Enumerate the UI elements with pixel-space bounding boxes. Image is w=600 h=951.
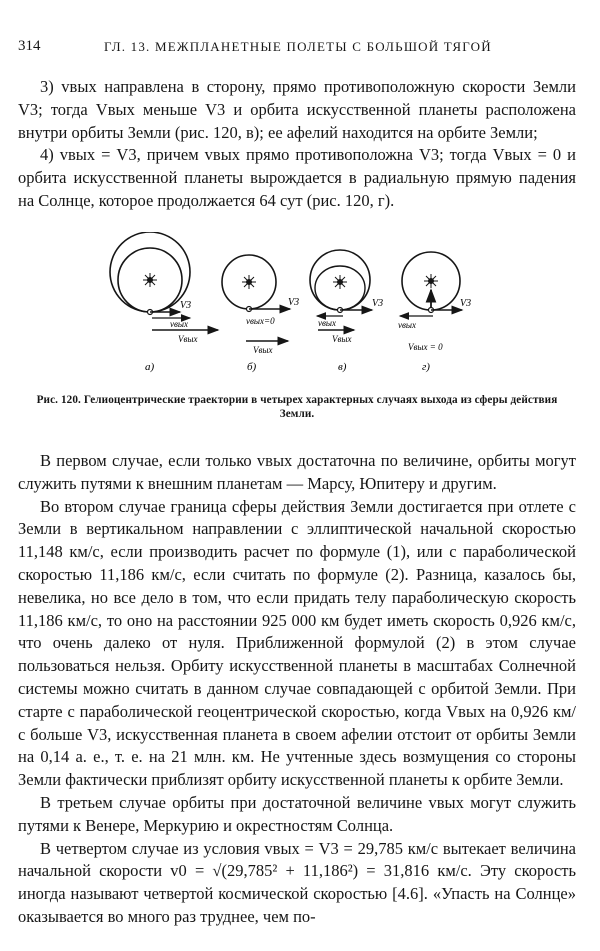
panel-b <box>222 255 299 373</box>
panel-c <box>310 250 383 373</box>
panel-label: а) <box>145 361 155 373</box>
paragraph-second-case: Во втором случае граница сферы действия Земли достигается при отлете с Земли в вертикальном направлении с эллиптической начальной скоростью 11,148 км/с, если производить расчет по формуле (1), или с параболической скоростью 11,186 км/с, если считать по формуле (2). Разница, казалось бы, невелика, но все дело в том, что если придать телу параболическую скорость 11,186 км/с, то оно на расстоянии 925 000 км будет иметь скорость 0,926 км/с, что очень далеко от нуля. Приближенной формулой (2) в этом случае пользоваться нельзя. Орбиту искусственной планеты в масштабах Солнечной системы можно считать в данном случае совпадающей с орбитой Земли. При старте с параболической геоцентрической скоростью, когда Vвых на 0,926 км/с больше V3, искусственная планета в своем афелии отстоит от орбиты Земли на 0,14 а. е., т. е. на 21 млн. км. Не учтенные здесь возмущения со стороны Земли фактически приблизят орбиту искусственной планеты к орбите Земли. <box>18 496 576 790</box>
paragraph-first-case: В первом случае, если только vвых достаточна по величине, орбиты могут служить путями к внешним планетам — Марсу, Юпитеру и другим. <box>18 451 576 493</box>
paragraph-case-4: 4) vвых = V3, причем vвых прямо противоположна V3; тогда Vвых = 0 и орбита искусственной планеты вырождается в радиальную прямую падения на Солнце, которое продолжается 64 сут (рис. 120, г). <box>18 145 576 210</box>
paragraph-third-case: В третьем случае орбиты при достаточной величине vвых могут служить путями к Венере, Меркурию и окрестностям Солнца. <box>18 792 576 835</box>
page-number: 314 <box>18 38 41 54</box>
running-title: ГЛ. 13. МЕЖПЛАНЕТНЫЕ ПОЛЕТЫ С БОЛЬШОЙ ТЯГОЙ <box>104 39 492 54</box>
label-v3: V3 <box>460 298 472 309</box>
label-v-out: Vвых = 0 <box>408 342 443 352</box>
label-v-out: Vвых <box>178 334 198 344</box>
transfer-orbit <box>110 232 190 312</box>
label-v-out: Vвых <box>332 334 352 344</box>
body-text <box>18 450 576 929</box>
label-v-exit: vвых <box>170 319 188 329</box>
label-v3: V3 <box>288 297 300 308</box>
panel-label: в) <box>338 361 347 373</box>
sun-icon <box>424 274 438 288</box>
label-v-out: Vвых <box>253 345 273 355</box>
sun-icon <box>333 275 347 289</box>
label-v-exit: vвых=0 <box>246 316 275 326</box>
panel-d <box>398 252 471 373</box>
panel-a <box>110 232 218 373</box>
label-v-exit: vвых <box>318 318 336 328</box>
figure-120 <box>0 232 600 392</box>
paragraph-fourth-case: В четвертом случае из условия vвых = V3 = 29,785 км/с вытекает величина начальной скорости v0 = √(29,785² + 11,186²) = 31,816 км/с. Эту скорость иногда называют четвертой космической скоростью [4.6]. «Упасть на Солнце» оказывается во много раз труднее, чем по- <box>18 838 576 926</box>
running-header <box>18 38 582 60</box>
label-v-exit: vвых <box>398 320 416 330</box>
paragraph-case-3: 3) vвых направлена в сторону, прямо противоположную скорости Земли V3; тогда Vвых меньше V3 и орбита искусственной планеты расположена внутри орбиты Земли (рис. 120, в); ее афелий находится на орбите Земли; <box>18 77 576 142</box>
top-text <box>18 76 576 213</box>
label-v3: V3 <box>372 298 384 309</box>
panel-label: г) <box>422 361 430 373</box>
label-v3: V3 <box>180 300 192 311</box>
sun-icon <box>242 275 256 289</box>
sun-icon <box>143 273 157 287</box>
panel-label: б) <box>247 361 257 373</box>
figure-caption: Рис. 120. Гелиоцентрические траектории в четырех характерных случаях выхода из сферы действия Земли. <box>36 394 558 420</box>
